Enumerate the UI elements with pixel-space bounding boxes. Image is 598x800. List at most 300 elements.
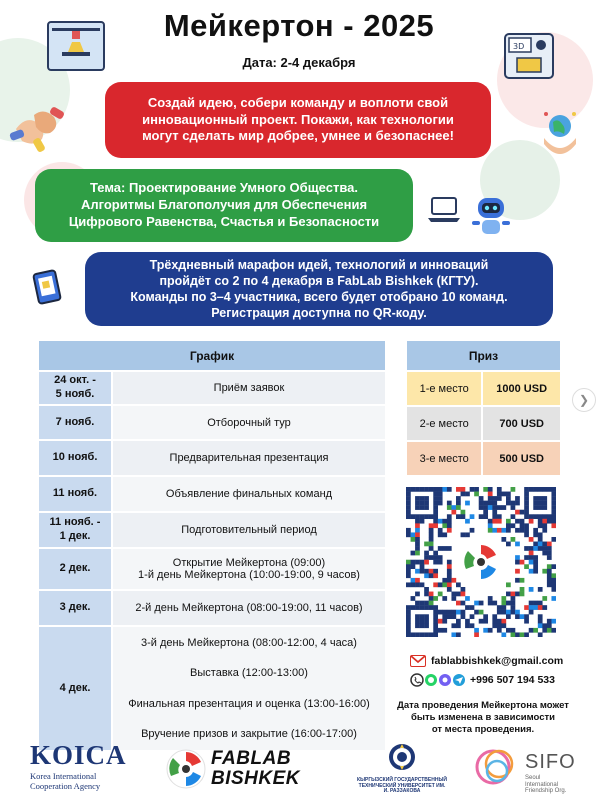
qr-module xyxy=(442,614,447,619)
qr-module xyxy=(529,487,534,492)
qr-module xyxy=(415,614,420,619)
sifo-wordmark: SIFO xyxy=(525,751,576,773)
qr-module xyxy=(533,487,538,492)
qr-module xyxy=(551,510,556,515)
qr-module xyxy=(433,505,438,510)
qr-center-logo-icon xyxy=(462,543,500,581)
next-slide-button[interactable] xyxy=(572,388,596,412)
qr-module xyxy=(511,610,516,615)
event-line: Выставка (12:00-13:00) xyxy=(190,667,308,680)
qr-module xyxy=(547,519,552,524)
qr-module xyxy=(429,632,434,637)
qr-module xyxy=(538,532,543,537)
qr-module xyxy=(515,510,520,515)
qr-module xyxy=(415,537,420,542)
qr-module xyxy=(515,542,520,547)
qr-module xyxy=(497,628,502,633)
qr-module xyxy=(538,605,543,610)
qr-module xyxy=(465,605,470,610)
qr-module xyxy=(551,505,556,510)
chevron-right-icon: ❯ xyxy=(578,393,590,407)
qr-module xyxy=(429,601,434,606)
qr-module xyxy=(515,592,520,597)
schedule-date: 11 нояб. xyxy=(38,476,112,512)
qr-module xyxy=(538,619,543,624)
qr-module xyxy=(451,505,456,510)
date-line: 11 нояб. - xyxy=(49,516,101,529)
qr-module xyxy=(406,560,411,565)
qr-module xyxy=(406,505,411,510)
qr-module xyxy=(461,592,466,597)
qr-module xyxy=(470,487,475,492)
qr-module xyxy=(438,496,443,501)
qr-module xyxy=(515,632,520,637)
qr-module xyxy=(524,514,529,519)
qr-module xyxy=(438,628,443,633)
qr-module xyxy=(542,496,547,501)
qr-module xyxy=(542,487,547,492)
qr-module xyxy=(533,496,538,501)
qr-module xyxy=(465,501,470,506)
table-row xyxy=(38,405,386,440)
prize-amount: 700 USD xyxy=(482,406,561,441)
qr-module xyxy=(524,523,529,528)
qr-module xyxy=(497,528,502,533)
qr-module xyxy=(474,487,479,492)
schedule-date: 3 дек. xyxy=(38,590,112,626)
qr-module xyxy=(456,487,461,492)
schedule-event: 2-й день Мейкертона (08:00-19:00, 11 часов) xyxy=(112,590,386,626)
qr-module xyxy=(551,619,556,624)
qr-module xyxy=(501,632,506,637)
qr-module xyxy=(488,519,493,524)
qr-module xyxy=(406,487,411,492)
qr-module xyxy=(424,573,429,578)
qr-module xyxy=(497,519,502,524)
qr-module xyxy=(524,487,529,492)
qr-module xyxy=(506,496,511,501)
prize-place: 1-е место xyxy=(406,371,482,406)
qr-module xyxy=(415,546,420,551)
schedule-date: 10 нояб. xyxy=(38,440,112,476)
qr-module xyxy=(461,610,466,615)
qr-module xyxy=(406,528,411,533)
qr-module xyxy=(429,537,434,542)
qr-module xyxy=(515,528,520,533)
qr-module xyxy=(547,555,552,560)
schedule-event xyxy=(112,548,386,590)
qr-module xyxy=(415,532,420,537)
qr-module xyxy=(515,501,520,506)
qr-module xyxy=(542,628,547,633)
qr-module xyxy=(442,546,447,551)
qr-module xyxy=(420,632,425,637)
qr-module xyxy=(433,487,438,492)
qr-module xyxy=(429,528,434,533)
qr-module xyxy=(420,501,425,506)
qr-module xyxy=(529,546,534,551)
qr-module xyxy=(542,519,547,524)
qr-module xyxy=(424,555,429,560)
qr-module xyxy=(492,614,497,619)
qr-module xyxy=(483,514,488,519)
qr-module xyxy=(524,528,529,533)
qr-module xyxy=(415,523,420,528)
schedule-event: Подготовительный период xyxy=(112,512,386,548)
qr-module xyxy=(438,528,443,533)
qr-module xyxy=(429,546,434,551)
qr-module xyxy=(511,514,516,519)
qr-module xyxy=(547,487,552,492)
qr-module xyxy=(547,564,552,569)
qr-module xyxy=(406,582,411,587)
qr-module xyxy=(424,619,429,624)
table-row xyxy=(406,371,561,406)
qr-module xyxy=(529,519,534,524)
qr-module xyxy=(456,501,461,506)
qr-module xyxy=(456,619,461,624)
qr-module xyxy=(429,605,434,610)
qr-module xyxy=(511,632,516,637)
qr-module xyxy=(538,546,543,551)
qr-module xyxy=(520,560,525,565)
email-text: fablabbishkek@gmail.com xyxy=(431,655,564,667)
qr-module xyxy=(501,528,506,533)
qr-module xyxy=(483,619,488,624)
qr-module xyxy=(538,501,543,506)
gmail-icon xyxy=(410,655,426,667)
qr-module xyxy=(506,582,511,587)
qr-module xyxy=(447,505,452,510)
qr-module xyxy=(406,496,411,501)
qr-module xyxy=(524,632,529,637)
table-row xyxy=(38,548,386,590)
schedule-event: Приём заявок xyxy=(112,371,386,405)
qr-module xyxy=(520,632,525,637)
qr-module xyxy=(406,610,411,615)
qr-module xyxy=(542,569,547,574)
qr-module xyxy=(497,496,502,501)
qr-module xyxy=(501,623,506,628)
date-line: 5 нояб. xyxy=(55,388,95,400)
qr-module xyxy=(415,496,420,501)
qr-module xyxy=(465,619,470,624)
qr-module xyxy=(492,510,497,515)
theme-line: Тема: Проектирование Умного Общества. xyxy=(90,180,358,196)
qr-module xyxy=(438,610,443,615)
koica-sub-line: Cooperation Agency xyxy=(30,780,101,791)
qr-module xyxy=(547,542,552,547)
qr-module xyxy=(470,614,475,619)
qr-module xyxy=(547,623,552,628)
qr-module xyxy=(533,564,538,569)
qr-module xyxy=(488,601,493,606)
qr-module xyxy=(424,560,429,565)
qr-module xyxy=(461,514,466,519)
qr-module xyxy=(406,510,411,515)
qr-module xyxy=(406,628,411,633)
qr-module xyxy=(524,564,529,569)
qr-module xyxy=(533,628,538,633)
qr-module xyxy=(520,510,525,515)
qr-module xyxy=(470,514,475,519)
qr-module xyxy=(465,623,470,628)
qr-module xyxy=(406,501,411,506)
qr-module xyxy=(433,614,438,619)
qr-module xyxy=(520,578,525,583)
qr-module xyxy=(456,505,461,510)
schedule-date: 2 дек. xyxy=(38,548,112,590)
qr-module xyxy=(438,501,443,506)
qr-module xyxy=(488,501,493,506)
theme-banner xyxy=(35,169,413,242)
qr-module xyxy=(456,632,461,637)
qr-module xyxy=(429,514,434,519)
qr-module xyxy=(538,519,543,524)
qr-module xyxy=(533,569,538,574)
date-line: 24 окт. - xyxy=(54,374,96,387)
phone-text: +996 507 194 533 xyxy=(470,674,555,686)
qr-module xyxy=(411,632,416,637)
qr-module xyxy=(542,605,547,610)
qr-module xyxy=(515,519,520,524)
qr-module xyxy=(483,487,488,492)
qr-module xyxy=(506,610,511,615)
qr-module xyxy=(415,623,420,628)
schedule-date: 4 дек. xyxy=(38,626,112,751)
event-line: Открытие Мейкертона (09:00) xyxy=(172,557,326,569)
qr-module xyxy=(415,601,420,606)
qr-module xyxy=(533,505,538,510)
qr-module xyxy=(501,610,506,615)
qr-module xyxy=(411,487,416,492)
qr-module xyxy=(538,496,543,501)
qr-module xyxy=(506,523,511,528)
qr-module xyxy=(483,614,488,619)
qr-module xyxy=(406,614,411,619)
qr-module xyxy=(511,501,516,506)
qr-module xyxy=(429,555,434,560)
qr-module xyxy=(406,573,411,578)
qr-module xyxy=(447,614,452,619)
qr-module xyxy=(520,614,525,619)
qr-module xyxy=(470,605,475,610)
university-emblem-icon xyxy=(384,742,420,772)
qr-module xyxy=(506,492,511,497)
koica-sub-line: Korea International xyxy=(30,771,97,781)
qr-module xyxy=(474,492,479,497)
qr-module xyxy=(538,523,543,528)
schedule-table xyxy=(37,339,387,752)
qr-module xyxy=(497,492,502,497)
date-line: 1 дек. xyxy=(59,530,91,542)
qr-module xyxy=(501,605,506,610)
qr-module xyxy=(506,542,511,547)
email-contact[interactable] xyxy=(410,655,563,667)
qr-module xyxy=(433,623,438,628)
details-line: Регистрация доступна по QR-коду. xyxy=(211,306,427,321)
qr-module xyxy=(479,610,484,615)
qr-module xyxy=(551,501,556,506)
qr-module xyxy=(542,528,547,533)
qr-module xyxy=(433,628,438,633)
qr-module xyxy=(547,628,552,633)
qr-module xyxy=(511,537,516,542)
qr-module xyxy=(411,578,416,583)
qr-module xyxy=(433,514,438,519)
qr-module xyxy=(442,519,447,524)
qr-module xyxy=(406,632,411,637)
qr-module xyxy=(533,605,538,610)
qr-module xyxy=(406,569,411,574)
qr-module xyxy=(415,519,420,524)
table-row xyxy=(38,371,386,405)
qr-module xyxy=(533,532,538,537)
qr-module xyxy=(438,582,443,587)
qr-module xyxy=(447,519,452,524)
qr-module xyxy=(529,587,534,592)
qr-module xyxy=(483,510,488,515)
qr-module xyxy=(433,492,438,497)
qr-module xyxy=(447,610,452,615)
qr-module xyxy=(497,605,502,610)
qr-module xyxy=(433,519,438,524)
qr-module xyxy=(497,487,502,492)
phone-contact[interactable] xyxy=(410,673,555,687)
qr-module xyxy=(424,501,429,506)
qr-module xyxy=(529,610,534,615)
page-title: Мейкертон - 2025 xyxy=(163,8,435,43)
qr-module xyxy=(551,596,556,601)
qr-module xyxy=(415,582,420,587)
note-line: Дата проведения Мейкертона может xyxy=(397,700,569,711)
qr-module xyxy=(551,578,556,583)
qr-module xyxy=(538,505,543,510)
qr-module xyxy=(411,532,416,537)
qr-module xyxy=(547,582,552,587)
qr-module xyxy=(515,578,520,583)
qr-module xyxy=(461,532,466,537)
qr-module xyxy=(442,487,447,492)
qr-module xyxy=(551,523,556,528)
sifo-rings-icon xyxy=(473,744,521,790)
koica-wordmark: KOICA xyxy=(30,740,127,770)
qr-module xyxy=(470,623,475,628)
qr-module xyxy=(424,632,429,637)
qr-module xyxy=(433,596,438,601)
qr-module xyxy=(442,610,447,615)
qr-module xyxy=(424,605,429,610)
schedule-event: Предварительная презентация xyxy=(112,440,386,476)
qr-module xyxy=(442,596,447,601)
qr-module xyxy=(497,514,502,519)
qr-module xyxy=(411,564,416,569)
tablet-chip-icon xyxy=(30,268,66,308)
qr-module xyxy=(529,551,534,556)
qr-module xyxy=(447,528,452,533)
qr-module xyxy=(433,510,438,515)
qr-module xyxy=(515,496,520,501)
qr-module xyxy=(524,619,529,624)
qr-module xyxy=(488,528,493,533)
intro-line: Создай идею, собери команду и воплоти свой xyxy=(147,94,449,110)
qr-module xyxy=(420,560,425,565)
qr-module xyxy=(551,573,556,578)
fablab-wordmark-line1: FABLAB xyxy=(211,748,292,769)
qr-module xyxy=(520,587,525,592)
qr-module xyxy=(547,551,552,556)
messenger-icons xyxy=(410,673,466,687)
event-line: 3-й день Мейкертона (08:00-12:00, 4 часа) xyxy=(141,637,357,649)
qr-module xyxy=(511,628,516,633)
qr-module xyxy=(520,519,525,524)
qr-module xyxy=(415,619,420,624)
qr-module xyxy=(538,542,543,547)
qr-module xyxy=(492,505,497,510)
details-line: пройдёт со 2 по 4 декабря в FabLab Bishkek (КГТУ). xyxy=(159,273,479,288)
qr-module xyxy=(447,573,452,578)
qr-module xyxy=(515,610,520,615)
qr-module xyxy=(524,501,529,506)
qr-module xyxy=(524,496,529,501)
qr-module xyxy=(492,514,497,519)
schedule-date: 7 нояб. xyxy=(38,405,112,440)
university-logo xyxy=(356,742,448,795)
note-line: быть изменена в зависимости xyxy=(411,711,555,723)
qr-module xyxy=(438,519,443,524)
qr-module xyxy=(461,492,466,497)
qr-module xyxy=(538,632,543,637)
qr-module xyxy=(415,514,420,519)
svg-text:3D: 3D xyxy=(513,42,525,51)
sifo-subtitle xyxy=(525,775,573,795)
qr-module xyxy=(529,537,534,542)
qr-module xyxy=(497,619,502,624)
qr-module xyxy=(420,519,425,524)
qr-module xyxy=(451,592,456,597)
qr-module xyxy=(511,505,516,510)
qr-module xyxy=(406,514,411,519)
qr-module xyxy=(420,619,425,624)
qr-module xyxy=(442,523,447,528)
prize-table xyxy=(405,339,562,477)
qr-module xyxy=(424,487,429,492)
qr-module xyxy=(474,628,479,633)
qr-module xyxy=(542,505,547,510)
qr-module xyxy=(429,573,434,578)
prize-place: 3-е место xyxy=(406,441,482,476)
registration-qr-code[interactable] xyxy=(406,487,556,637)
qr-module xyxy=(429,532,434,537)
laptop-icon xyxy=(427,196,461,224)
qr-module xyxy=(497,623,502,628)
qr-module xyxy=(433,582,438,587)
robot-icon xyxy=(470,194,512,240)
qr-module xyxy=(442,619,447,624)
qr-module xyxy=(529,560,534,565)
qr-module xyxy=(542,501,547,506)
qr-module xyxy=(542,514,547,519)
qr-module xyxy=(524,492,529,497)
event-date: Дата: 2-4 декабря xyxy=(242,55,356,70)
qr-module xyxy=(447,564,452,569)
qr-module xyxy=(501,505,506,510)
university-name: КЫРГЫЗСКИЙ ГОСУДАРСТВЕННЫЙ ТЕХНИЧЕСКИЙ УНИВЕРСИТЕТ ИМ. И. РАЗЗАКОВА xyxy=(357,777,447,794)
qr-module xyxy=(511,601,516,606)
qr-module xyxy=(433,560,438,565)
qr-module xyxy=(433,551,438,556)
qr-module xyxy=(461,601,466,606)
